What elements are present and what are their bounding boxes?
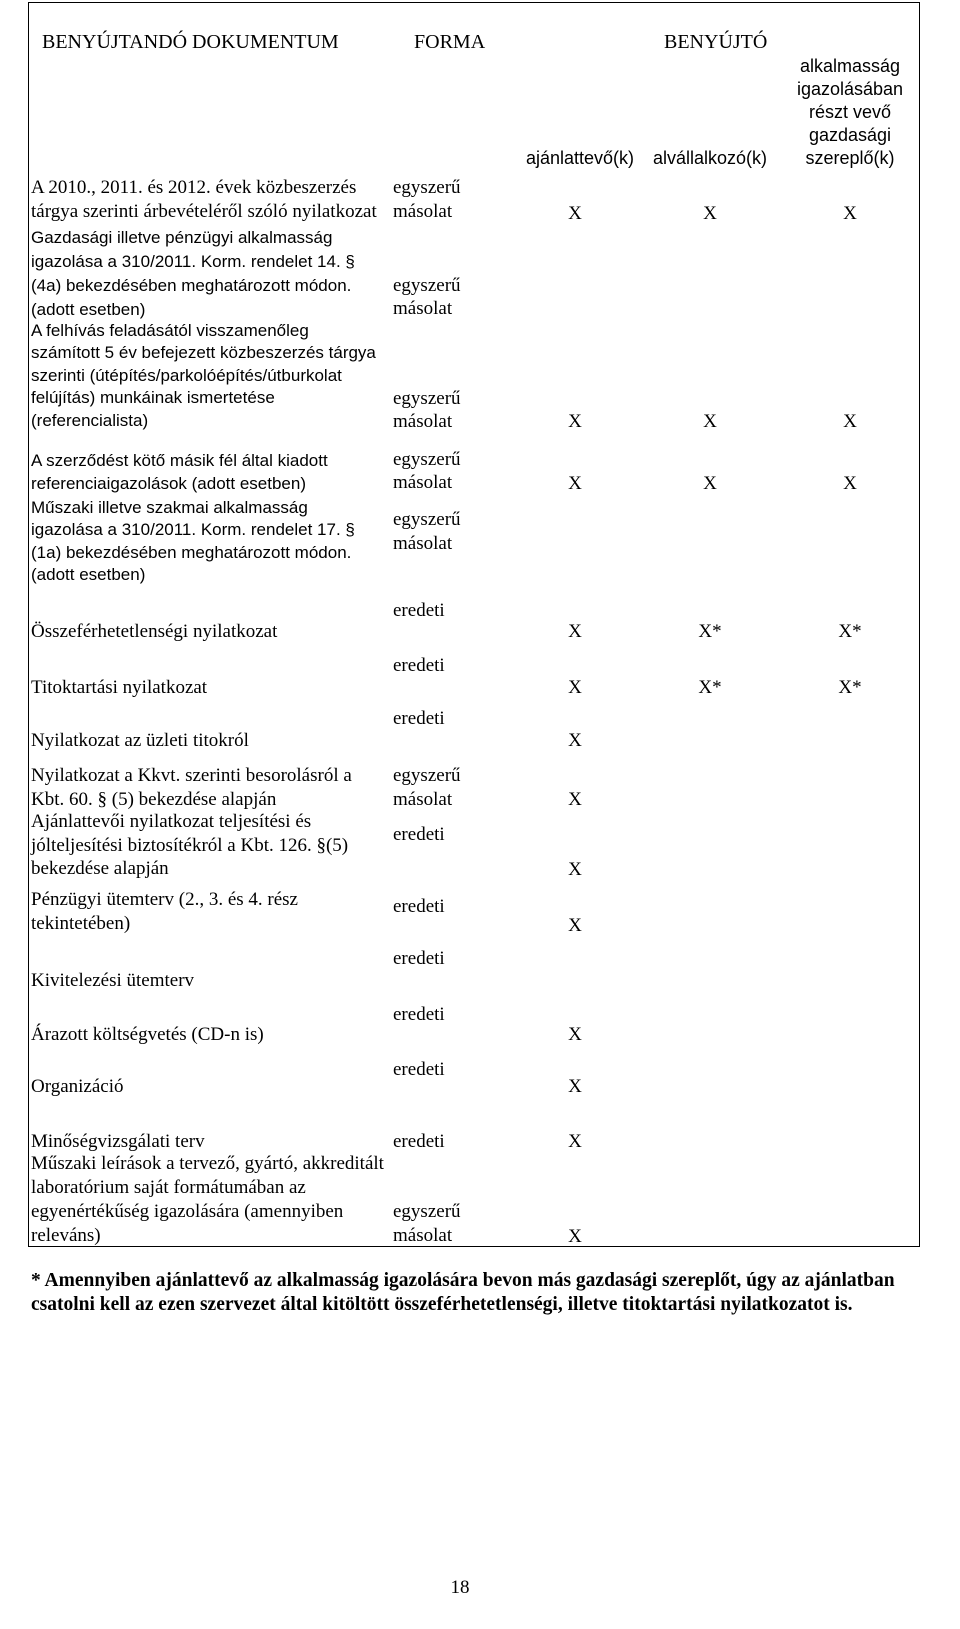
row-form: egyszerű másolat bbox=[393, 177, 461, 222]
bidder-mark: X bbox=[568, 729, 582, 751]
capacity-mark: X bbox=[843, 472, 857, 494]
row-form: egyszerű másolat bbox=[393, 509, 461, 554]
bidder-mark: X bbox=[568, 1225, 582, 1247]
row-form: egyszerű másolat bbox=[393, 1201, 461, 1246]
row-document: Műszaki leírások a tervező, gyártó, akkreditált laboratórium saját formátumában az egyenértékűség igazolására (amennyiben releváns) bbox=[31, 1153, 384, 1246]
capacity-mark: X* bbox=[838, 620, 862, 642]
row-form: egyszerű másolat bbox=[393, 274, 461, 319]
row-document: Pénzügyi ütemterv (2., 3. és 4. rész tekintetében) bbox=[31, 889, 298, 934]
row-form: eredeti bbox=[393, 1003, 445, 1025]
bidder-mark: X bbox=[568, 203, 582, 224]
bidder-mark: X bbox=[568, 858, 582, 880]
row-document: Titoktartási nyilatkozat bbox=[31, 676, 208, 698]
subcontractor-mark: X bbox=[703, 410, 717, 432]
bidder-mark: X bbox=[568, 788, 582, 810]
row-document: A 2010., 2011. és 2012. évek közbeszerzés tárgya szerinti árbevételéről szóló nyilatkozat bbox=[31, 177, 377, 222]
header-col-capacity: alkalmasság igazolásában részt vevő gazdasági szereplő(k) bbox=[796, 55, 904, 168]
row-form: eredeti bbox=[393, 895, 445, 917]
row-form: eredeti bbox=[393, 947, 445, 969]
row-document: Organizáció bbox=[31, 1075, 124, 1097]
row-document: A felhívás feladásától visszamenőleg számított 5 év befejezett közbeszerzés tárgya szerinti (útépítés/parkolóépítés/útburkolat felújítás) munkáinak ismertetése (referencialista) bbox=[31, 320, 376, 430]
row-document: Árazott költségvetés (CD-n is) bbox=[31, 1023, 264, 1045]
header-col-subcontractor: alvállalkozó(k) bbox=[652, 147, 768, 168]
subcontractor-mark: X* bbox=[698, 620, 722, 642]
row-document: A szerződést kötő másik fél által kiadott referenciaigazolások (adott esetben) bbox=[31, 450, 328, 493]
row-form: eredeti bbox=[393, 1130, 445, 1152]
row-document: Kivitelezési ütemterv bbox=[31, 969, 195, 991]
row-form: eredeti bbox=[393, 599, 445, 621]
row-document: Műszaki illetve szakmai alkalmasság igazolása a 310/2011. Korm. rendelet 17. § (1a) bekezdésében meghatározott módon. (adott esetben) bbox=[31, 497, 355, 585]
row-form: eredeti bbox=[393, 1058, 445, 1080]
bidder-mark: X bbox=[568, 1023, 582, 1045]
header-form: FORMA bbox=[414, 31, 486, 53]
row-document: Összeférhetetlenségi nyilatkozat bbox=[31, 620, 278, 642]
row-form: egyszerű másolat bbox=[393, 448, 461, 493]
row-form: egyszerű másolat bbox=[393, 387, 461, 432]
row-document: Gazdasági illetve pénzügyi alkalmasság igazolása a 310/2011. Korm. rendelet 14. § (4a) bekezdésében meghatározott módon. (adott esetben) bbox=[31, 228, 355, 319]
bidder-mark: X bbox=[568, 914, 582, 936]
bidder-mark: X bbox=[568, 620, 582, 642]
header-submitter: BENYÚJTÓ bbox=[664, 31, 768, 53]
row-document: Minőségvizsgálati terv bbox=[31, 1130, 205, 1152]
capacity-mark: X* bbox=[838, 676, 862, 698]
bidder-mark: X bbox=[568, 676, 582, 698]
subcontractor-mark: X bbox=[703, 203, 717, 224]
capacity-mark: X bbox=[843, 410, 857, 432]
bidder-mark: X bbox=[568, 1130, 582, 1152]
bidder-mark: X bbox=[568, 1075, 582, 1097]
header-document: BENYÚJTANDÓ DOKUMENTUM bbox=[42, 31, 339, 53]
row-form: eredeti bbox=[393, 823, 445, 845]
row-document: Ajánlattevői nyilatkozat teljesítési és jólteljesítési biztosítékról a Kbt. 126. §(5) bekezdése alapján bbox=[31, 811, 349, 880]
row-form: egyszerű másolat bbox=[393, 764, 461, 810]
subcontractor-mark: X* bbox=[698, 676, 722, 698]
row-form: eredeti bbox=[393, 654, 445, 676]
row-form: eredeti bbox=[393, 707, 445, 729]
subcontractor-mark: X bbox=[703, 472, 717, 494]
bidder-mark: X bbox=[568, 410, 582, 432]
row-document: Nyilatkozat az üzleti titokról bbox=[31, 729, 249, 751]
footnote: * Amennyiben ajánlattevő az alkalmasság igazolására bevon más gazdasági szereplőt, úgy az ajánlatban csatolni kell az ezen szervezet által kitöltött összeférhetetlenségi, illetve titoktartási nyilatkozatot is. bbox=[31, 1270, 895, 1315]
row-document: Nyilatkozat a Kkvt. szerinti besorolásról a Kbt. 60. § (5) bekezdése alapján bbox=[31, 764, 352, 810]
capacity-mark: X bbox=[843, 203, 857, 224]
page-number: 18 bbox=[450, 1577, 470, 1598]
bidder-mark: X bbox=[568, 472, 582, 494]
header-col-bidder: ajánlattevő(k) bbox=[525, 147, 635, 168]
